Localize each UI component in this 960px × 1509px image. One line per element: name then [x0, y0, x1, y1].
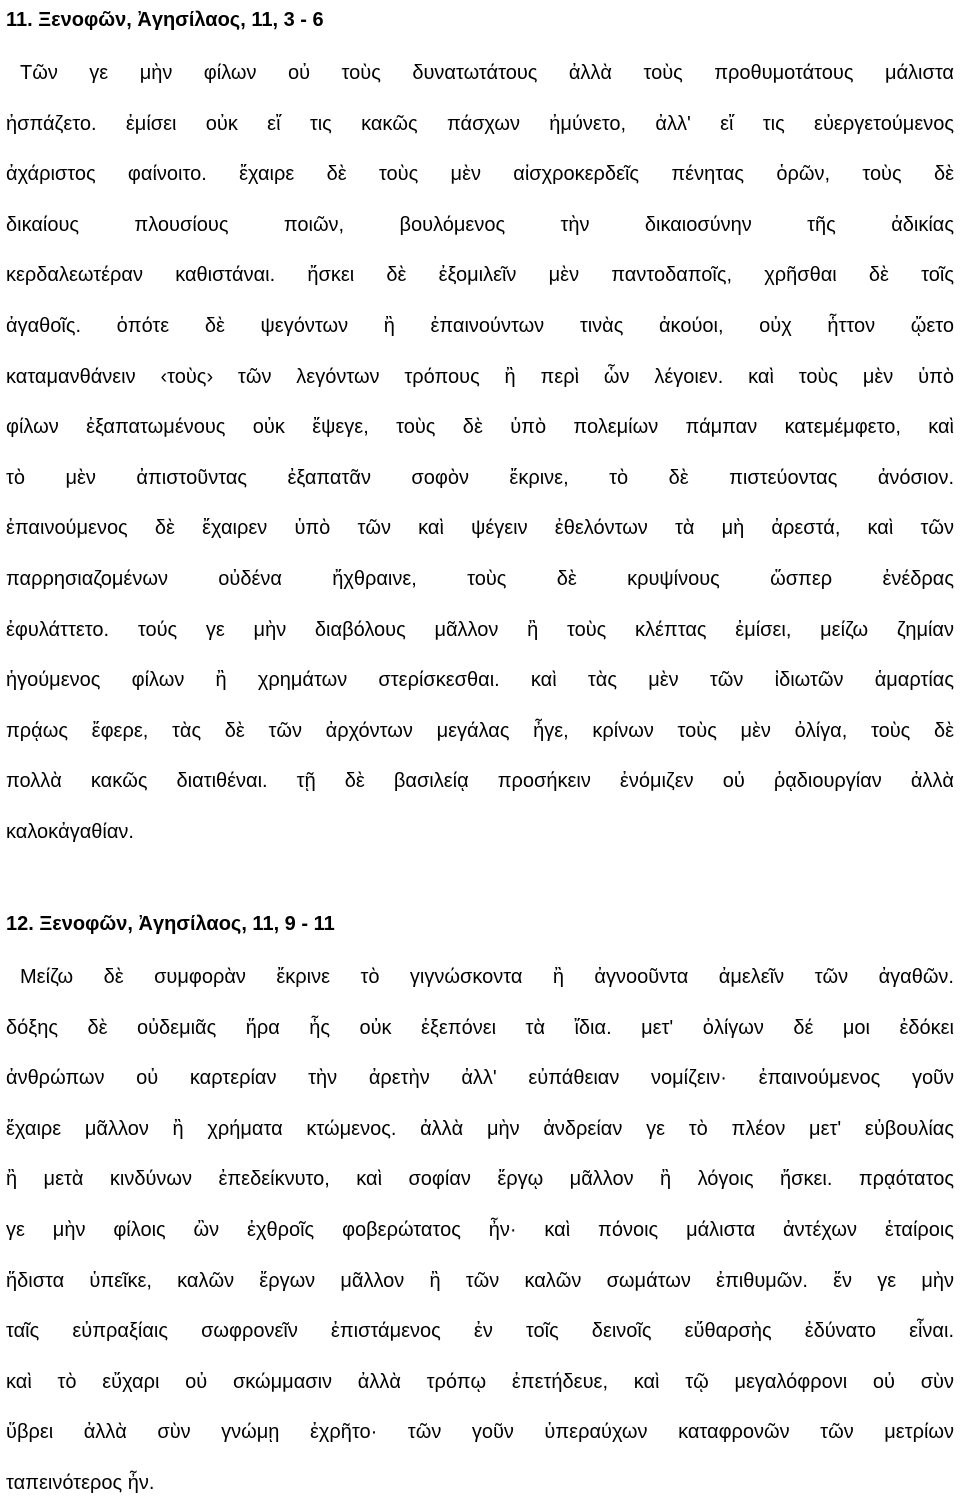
text-line: πρᾴως ἔφερε, τὰς δὲ τῶν ἀρχόντων μεγάλας ἦγε, κρίνων τοὺς μὲν ὀλίγα, τοὺς δὲ: [6, 719, 954, 742]
text-line: ὕβρει ἀλλὰ σὺν γνώμῃ ἐχρῆτο· τῶν γοῦν ὑπεραύχων καταφρονῶν τῶν μετρίων: [6, 1421, 954, 1444]
text-line: ἠσπάζετο. ἐμίσει οὐκ εἴ τις κακῶς πάσχων ἠμύνετο, ἀλλ' εἴ τις εὐεργετούμενος: [6, 112, 954, 135]
text-line: παρρησιαζομένων οὐδένα ἤχθραινε, τοὺς δὲ κρυψίνους ὥσπερ ἐνέδρας: [6, 567, 954, 590]
text-line: ἔχαιρε μᾶλλον ἢ χρήματα κτώμενος. ἀλλὰ μὴν ἀνδρείαν γε τὸ πλέον μετ' εὐβουλίας: [6, 1117, 954, 1140]
text-line: ἐφυλάττετο. τούς γε μὴν διαβόλους μᾶλλον ἢ τοὺς κλέπτας ἐμίσει, μείζω ζημίαν: [6, 618, 954, 641]
text-line: ἀγαθοῖς. ὁπότε δὲ ψεγόντων ἢ ἐπαινούντων τινὰς ἀκούοι, οὐχ ἧττον ᾤετο: [6, 314, 954, 337]
text-line: ἢ μετὰ κινδύνων ἐπεδείκνυτο, καὶ σοφίαν ἔργῳ μᾶλλον ἢ λόγοις ἤσκει. πρᾳότατος: [6, 1168, 954, 1191]
text-line: ταῖς εὐπραξίαις σωφρονεῖν ἐπιστάμενος ἐν τοῖς δεινοῖς εὔθαρσὴς ἐδύνατο εἶναι.: [6, 1320, 954, 1343]
text-line: ἥδιστα ὑπεῖκε, καλῶν ἔργων μᾶλλον ἢ τῶν καλῶν σωμάτων ἐπιθυμῶν. ἔν γε μὴν: [6, 1269, 954, 1292]
text-line: Τῶν γε μὴν φίλων οὐ τοὺς δυνατωτάτους ἀλλὰ τοὺς προθυμοτάτους μάλιστα: [20, 62, 954, 84]
text-line: φίλων ἐξαπατωμένους οὐκ ἔψεγε, τοὺς δὲ ὑπὸ πολεμίων πάμπαν κατεμέμφετο, καὶ: [6, 416, 954, 439]
section-11: [6, 0, 954, 858]
text-line: ταπεινότερος ἦν.: [6, 1471, 155, 1494]
section-heading: 12. Ξενοφῶν, Ἀγησίλαος, 11, 9 - 11: [6, 913, 335, 935]
text-line: κερδαλεωτέραν καθιστάναι. ἤσκει δὲ ἐξομιλεῖν μὲν παντοδαποῖς, χρῆσθαι δὲ τοῖς: [6, 264, 954, 287]
text-line: καὶ τὸ εὔχαρι οὐ σκώμμασιν ἀλλὰ τρόπῳ ἐπετήδευε, καὶ τῷ μεγαλόφρονι οὐ σὺν: [6, 1370, 954, 1393]
section-heading: 11. Ξενοφῶν, Ἀγησίλαος, 11, 3 - 6: [6, 9, 324, 31]
section-body: [6, 48, 954, 858]
text-line: καλοκἀγαθίαν.: [6, 820, 134, 843]
text-line: ἡγούμενος φίλων ἢ χρημάτων στερίσκεσθαι. καὶ τὰς μὲν τῶν ἰδιωτῶν ἁμαρτίας: [6, 669, 954, 692]
text-line: Μείζω δὲ συμφορὰν ἔκρινε τὸ γιγνώσκοντα ἢ ἀγνοοῦντα ἀμελεῖν τῶν ἀγαθῶν.: [20, 966, 954, 988]
text-line: πολλὰ κακῶς διατιθέναι. τῇ δὲ βασιλείᾳ προσήκειν ἐνόμιζεν οὐ ῥᾳδιουργίαν ἀλλὰ: [6, 770, 954, 793]
text-line: ἀχάριστος φαίνοιτο. ἔχαιρε δὲ τοὺς μὲν αἰσχροκερδεῖς πένητας ὁρῶν, τοὺς δὲ: [6, 163, 954, 186]
text-line: καταμανθάνειν ‹τοὺς› τῶν λεγόντων τρόπους ἢ περὶ ὧν λέγοιεν. καὶ τοὺς μὲν ὑπὸ: [6, 365, 954, 388]
text-line: τὸ μὲν ἀπιστοῦντας ἐξαπατᾶν σοφὸν ἔκρινε, τὸ δὲ πιστεύοντας ἀνόσιον.: [6, 466, 954, 489]
text-line: δικαίους πλουσίους ποιῶν, βουλόμενος τὴν δικαιοσύνην τῆς ἀδικίας: [6, 213, 954, 236]
text-line: ἀνθρώπων οὐ καρτερίαν τὴν ἀρετὴν ἀλλ' εὐπάθειαν νομίζειν· ἐπαινούμενος γοῦν: [6, 1067, 954, 1090]
section-body: [6, 952, 954, 1509]
text-line: δόξης δὲ οὐδεμιᾶς ἥρα ἧς οὐκ ἐξεπόνει τὰ ἴδια. μετ' ὀλίγων δέ μοι ἐδόκει: [6, 1016, 954, 1039]
section-12: [6, 904, 954, 1509]
text-line: ἐπαινούμενος δὲ ἔχαιρεν ὑπὸ τῶν καὶ ψέγειν ἐθελόντων τὰ μὴ ἀρεστά, καὶ τῶν: [6, 517, 954, 540]
text-line: γε μὴν φίλοις ὢν ἐχθροῖς φοβερώτατος ἦν· καὶ πόνοις μάλιστα ἀντέχων ἑταίροις: [6, 1218, 954, 1241]
